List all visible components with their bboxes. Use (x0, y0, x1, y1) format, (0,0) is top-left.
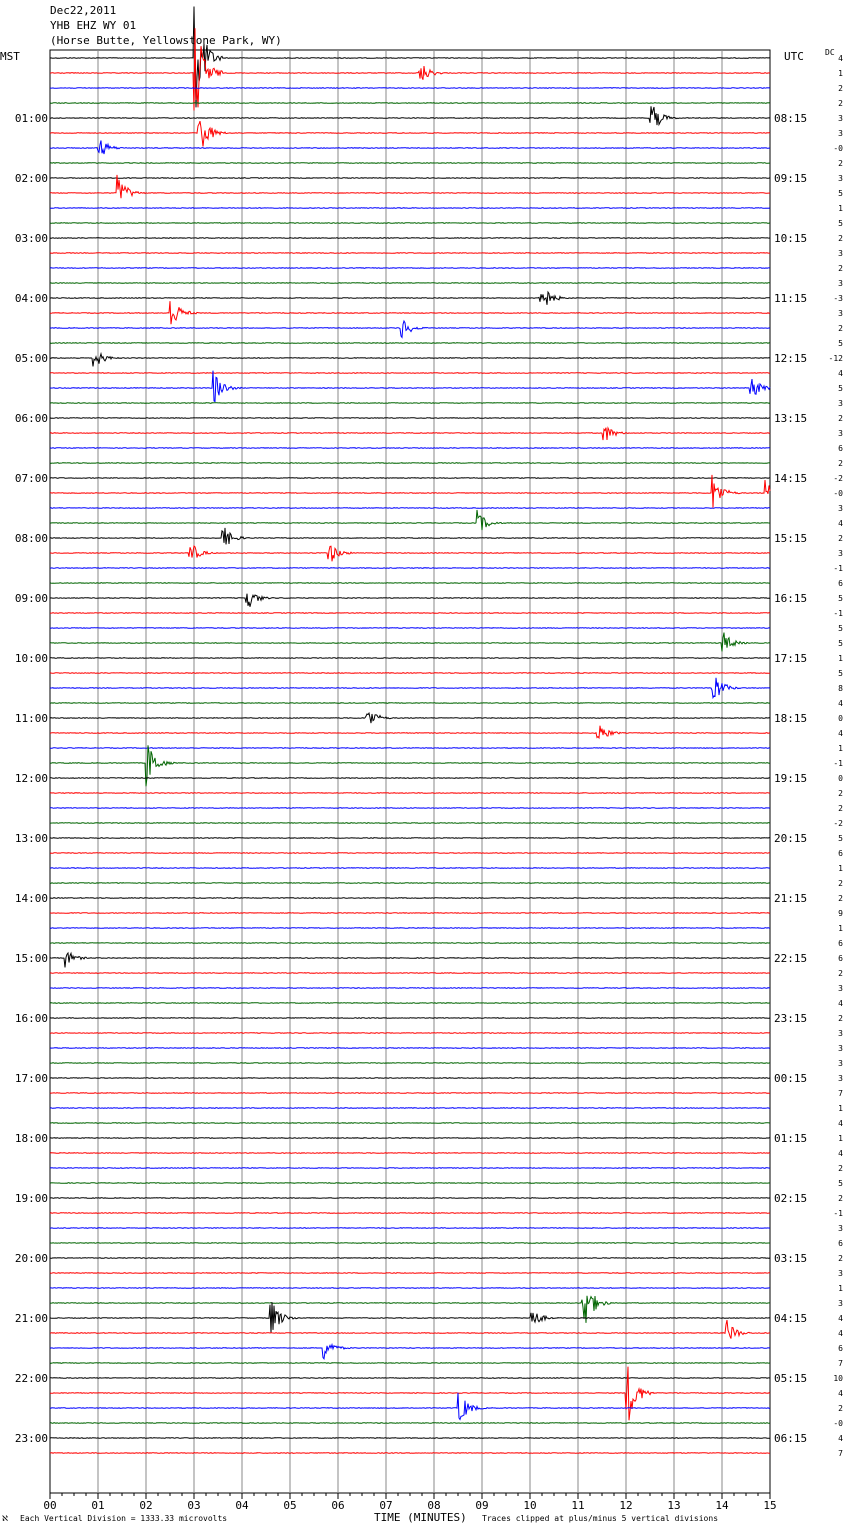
dc-offset-label: 3 (838, 549, 843, 558)
plot-frame (50, 50, 770, 1493)
trace-row (50, 478, 770, 479)
hour-label-right: 14:15 (774, 472, 808, 485)
trace-row (50, 1258, 770, 1259)
trace-row (50, 1183, 770, 1184)
dc-offset-label: 3 (838, 429, 843, 438)
x-tick-label: 07 (379, 1499, 393, 1512)
dc-offset-label: -0 (833, 1419, 843, 1428)
hour-label-left: 12:00 (14, 772, 48, 785)
trace-row (50, 321, 770, 337)
trace-row (50, 1108, 770, 1109)
trace-row (50, 141, 770, 155)
dc-offset-label: 2 (838, 969, 843, 978)
trace-row (50, 778, 770, 779)
trace-row (50, 301, 770, 324)
dc-column-label: DC (825, 48, 835, 57)
dc-offset-label: 3 (838, 1299, 843, 1308)
hour-label-left: 15:00 (14, 952, 48, 965)
trace-row (50, 1367, 770, 1421)
dc-offset-label: 2 (838, 324, 843, 333)
x-tick-label: 06 (331, 1499, 345, 1512)
trace-row (50, 223, 770, 224)
hour-label-right: 02:15 (774, 1192, 808, 1205)
hour-label-left: 10:00 (14, 652, 48, 665)
dc-offset-label: 3 (838, 1269, 843, 1278)
dc-offset-label: 0 (838, 774, 843, 783)
trace-row (50, 88, 770, 89)
dc-offset-label: 5 (838, 339, 843, 348)
trace-row (50, 1168, 770, 1169)
trace-row (50, 898, 770, 899)
trace-row (50, 1213, 770, 1214)
hour-label-right: 18:15 (774, 712, 808, 725)
trace-row (50, 748, 770, 749)
dc-offset-label: 1 (838, 69, 843, 78)
dc-offset-label: 7 (838, 1449, 843, 1458)
hour-label-right: 13:15 (774, 412, 808, 425)
trace-row (50, 1093, 770, 1094)
trace-row (50, 868, 770, 869)
dc-offset-label: 8 (838, 684, 843, 693)
dc-offset-label: 6 (838, 444, 843, 453)
dc-offset-label: -2 (833, 819, 843, 828)
trace-row (50, 508, 770, 509)
dc-offset-label: 10 (833, 1374, 843, 1383)
dc-offset-label: -2 (833, 474, 843, 483)
right-timezone-label: UTC (784, 50, 804, 63)
hour-label-right: 03:15 (774, 1252, 808, 1265)
trace-row (50, 1033, 770, 1034)
trace-row (50, 1003, 770, 1004)
hour-label-left: 06:00 (14, 412, 48, 425)
trace-row (50, 292, 770, 305)
dc-offset-label: 3 (838, 114, 843, 123)
trace-row (50, 953, 770, 967)
trace-row (50, 1063, 770, 1064)
x-tick-label: 08 (427, 1499, 441, 1512)
dc-offset-label: 1 (838, 1134, 843, 1143)
dc-offset-label: 1 (838, 654, 843, 663)
dc-offset-label: -1 (833, 609, 843, 618)
dc-offset-label: 5 (838, 669, 843, 678)
x-axis-title: TIME (MINUTES) (374, 1511, 467, 1524)
hour-label-right: 22:15 (774, 952, 808, 965)
dc-offset-label: 4 (838, 1434, 843, 1443)
trace-row (50, 808, 770, 809)
hour-label-right: 09:15 (774, 172, 808, 185)
trace-row (50, 253, 770, 254)
dc-offset-label: 4 (838, 1314, 843, 1323)
trace-row (50, 1153, 770, 1154)
trace-row (50, 1423, 770, 1424)
trace-row (50, 1273, 770, 1274)
trace-row (50, 403, 770, 404)
dc-offset-label: 2 (838, 894, 843, 903)
dc-offset-label: 2 (838, 1014, 843, 1023)
x-tick-label: 05 (283, 1499, 297, 1512)
hour-label-left: 21:00 (14, 1312, 48, 1325)
hour-label-right: 08:15 (774, 112, 808, 125)
trace-row (50, 208, 770, 209)
dc-offset-label: 3 (838, 309, 843, 318)
dc-offset-label: 1 (838, 744, 843, 753)
dc-offset-label: 5 (838, 624, 843, 633)
trace-row (50, 7, 770, 108)
dc-offset-label: 2 (838, 1254, 843, 1263)
trace-row (50, 178, 770, 179)
trace-row (50, 628, 770, 629)
trace-row (50, 703, 770, 704)
hour-label-left: 02:00 (14, 172, 48, 185)
dc-offset-label: 4 (838, 1329, 843, 1338)
dc-offset-label: -1 (833, 564, 843, 573)
dc-offset-label: -1 (833, 1209, 843, 1218)
trace-row (50, 1393, 770, 1420)
dc-offset-label: 3 (838, 504, 843, 513)
dc-offset-label: 5 (838, 639, 843, 648)
x-tick-label: 00 (43, 1499, 57, 1512)
trace-row (50, 463, 770, 464)
dc-offset-label: 3 (838, 1029, 843, 1038)
header-date: Dec22,2011 (50, 4, 117, 17)
trace-row (50, 633, 770, 652)
trace-row (50, 448, 770, 449)
dc-offset-label: -12 (828, 354, 843, 363)
trace-row (50, 1302, 770, 1333)
hour-label-left: 07:00 (14, 472, 48, 485)
trace-row (50, 373, 770, 374)
corner-mark: ℵ (2, 1514, 8, 1523)
trace-row (50, 678, 770, 698)
dc-offset-label: 5 (838, 189, 843, 198)
dc-offset-label: 2 (838, 234, 843, 243)
trace-row (50, 1243, 770, 1244)
dc-offset-label: 4 (838, 729, 843, 738)
trace-row (50, 343, 770, 344)
hour-label-left: 11:00 (14, 712, 48, 725)
trace-row (50, 1018, 770, 1019)
dc-offset-label: 7 (838, 1089, 843, 1098)
header-station: YHB EHZ WY 01 (50, 19, 137, 32)
trace-row (50, 988, 770, 989)
trace-row (50, 1078, 770, 1079)
trace-row (50, 853, 770, 854)
dc-offset-label: 6 (838, 939, 843, 948)
dc-offset-label: 2 (838, 99, 843, 108)
hour-label-left: 16:00 (14, 1012, 48, 1025)
hour-label-left: 03:00 (14, 232, 48, 245)
hour-label-right: 11:15 (774, 292, 808, 305)
hour-label-right: 19:15 (774, 772, 808, 785)
trace-row (50, 1138, 770, 1139)
dc-offset-label: 6 (838, 1239, 843, 1248)
trace-row (50, 510, 770, 530)
trace-row (50, 726, 770, 738)
left-timezone-label: MST (0, 50, 20, 63)
dc-offset-label: 4 (838, 699, 843, 708)
dc-offset-label: 2 (838, 84, 843, 93)
hour-label-right: 05:15 (774, 1372, 808, 1385)
hour-label-left: 23:00 (14, 1432, 48, 1445)
dc-offset-label: 2 (838, 414, 843, 423)
dc-offset-label: -0 (833, 489, 843, 498)
x-tick-label: 11 (571, 1499, 585, 1512)
x-tick-label: 09 (475, 1499, 489, 1512)
dc-offset-label: 3 (838, 1224, 843, 1233)
dc-offset-label: 4 (838, 999, 843, 1008)
x-tick-label: 14 (715, 1499, 729, 1512)
trace-row (50, 973, 770, 974)
dc-offset-label: 3 (838, 1059, 843, 1068)
trace-row (50, 418, 770, 419)
trace-row (50, 745, 770, 786)
hour-label-left: 22:00 (14, 1372, 48, 1385)
dc-offset-label: -0 (833, 144, 843, 153)
dc-offset-label: 4 (838, 369, 843, 378)
trace-row (50, 913, 770, 914)
x-tick-label: 01 (91, 1499, 105, 1512)
dc-offset-label: 5 (838, 834, 843, 843)
dc-offset-label: 6 (838, 579, 843, 588)
dc-offset-label: 2 (838, 789, 843, 798)
hour-label-left: 17:00 (14, 1072, 48, 1085)
trace-row (50, 428, 770, 440)
dc-offset-label: 5 (838, 594, 843, 603)
clip-note: Traces clipped at plus/minus 5 vertical divisions (482, 1514, 719, 1523)
trace-row (50, 943, 770, 944)
trace-row (50, 568, 770, 569)
hour-label-right: 00:15 (774, 1072, 808, 1085)
x-tick-label: 02 (139, 1499, 153, 1512)
dc-offset-label: -3 (833, 294, 843, 303)
hour-label-right: 23:15 (774, 1012, 808, 1025)
trace-row (50, 1228, 770, 1229)
trace-row (50, 713, 770, 723)
x-tick-label: 10 (523, 1499, 537, 1512)
trace-row (50, 106, 770, 125)
hour-label-right: 21:15 (774, 892, 808, 905)
dc-offset-label: 2 (838, 459, 843, 468)
dc-offset-label: 7 (838, 1359, 843, 1368)
trace-row (50, 1288, 770, 1289)
trace-row (50, 928, 770, 929)
scale-note: Each Vertical Division = 1333.33 microvolts (20, 1514, 228, 1523)
dc-offset-label: 6 (838, 954, 843, 963)
x-tick-label: 13 (667, 1499, 681, 1512)
hour-label-left: 20:00 (14, 1252, 48, 1265)
hour-label-right: 16:15 (774, 592, 808, 605)
trace-row (50, 121, 770, 146)
dc-offset-label: 3 (838, 129, 843, 138)
trace-row (50, 1345, 770, 1359)
trace-row (50, 613, 770, 614)
trace-row (50, 1363, 770, 1364)
trace-row (50, 1438, 770, 1439)
dc-offset-label: 3 (838, 174, 843, 183)
dc-offset-label: 4 (838, 1389, 843, 1398)
hour-label-right: 17:15 (774, 652, 808, 665)
dc-offset-label: -1 (833, 759, 843, 768)
trace-row (50, 268, 770, 269)
hour-label-left: 01:00 (14, 112, 48, 125)
dc-offset-label: 2 (838, 1404, 843, 1413)
hour-label-left: 04:00 (14, 292, 48, 305)
x-tick-label: 15 (763, 1499, 777, 1512)
trace-row (50, 594, 770, 607)
trace-row (50, 163, 770, 164)
dc-offset-label: 1 (838, 204, 843, 213)
dc-offset-label: 3 (838, 1074, 843, 1083)
hour-label-left: 13:00 (14, 832, 48, 845)
hour-label-right: 01:15 (774, 1132, 808, 1145)
dc-offset-label: 2 (838, 804, 843, 813)
hour-label-left: 14:00 (14, 892, 48, 905)
hour-label-left: 18:00 (14, 1132, 48, 1145)
dc-offset-label: 4 (838, 1149, 843, 1158)
dc-offset-label: 1 (838, 864, 843, 873)
hour-label-right: 04:15 (774, 1312, 808, 1325)
hour-label-left: 05:00 (14, 352, 48, 365)
dc-offset-label: 4 (838, 519, 843, 528)
dc-offset-label: 1 (838, 1104, 843, 1113)
trace-row (50, 371, 770, 402)
hour-label-left: 08:00 (14, 532, 48, 545)
dc-offset-label: 3 (838, 399, 843, 408)
trace-row (50, 823, 770, 824)
x-tick-label: 04 (235, 1499, 249, 1512)
dc-offset-label: 1 (838, 1284, 843, 1293)
dc-offset-label: 2 (838, 159, 843, 168)
trace-row (50, 1378, 770, 1379)
dc-offset-label: 3 (838, 984, 843, 993)
trace-row (50, 673, 770, 674)
hour-label-right: 10:15 (774, 232, 808, 245)
trace-row (50, 838, 770, 839)
dc-offset-label: 2 (838, 264, 843, 273)
dc-offset-label: 2 (838, 534, 843, 543)
dc-offset-label: 5 (838, 384, 843, 393)
trace-row (50, 583, 770, 584)
trace-row (50, 1296, 770, 1323)
hour-label-left: 19:00 (14, 1192, 48, 1205)
hour-label-right: 12:15 (774, 352, 808, 365)
trace-row (50, 793, 770, 794)
hour-label-right: 06:15 (774, 1432, 808, 1445)
dc-offset-label: 0 (838, 714, 843, 723)
dc-offset-label: 2 (838, 879, 843, 888)
trace-row (50, 528, 770, 545)
trace-row (50, 658, 770, 659)
trace-row (50, 1453, 770, 1454)
dc-offset-label: 4 (838, 1119, 843, 1128)
trace-row (50, 1320, 770, 1339)
trace-row (50, 103, 770, 104)
dc-offset-label: 3 (838, 249, 843, 258)
trace-row (50, 883, 770, 884)
trace-row (50, 546, 770, 561)
trace-row (50, 28, 770, 110)
trace-row (50, 283, 770, 284)
trace-row (50, 1123, 770, 1124)
trace-row (50, 1048, 770, 1049)
trace-row (50, 354, 770, 367)
x-tick-label: 03 (187, 1499, 201, 1512)
dc-offset-label: 3 (838, 279, 843, 288)
dc-offset-label: 6 (838, 1344, 843, 1353)
dc-offset-label: 1 (838, 924, 843, 933)
header-location: (Horse Butte, Yellowstone Park, WY) (50, 34, 282, 47)
hour-label-right: 20:15 (774, 832, 808, 845)
dc-offset-label: 9 (838, 909, 843, 918)
dc-offset-label: 2 (838, 1194, 843, 1203)
hour-label-left: 09:00 (14, 592, 48, 605)
dc-offset-label: 3 (838, 1044, 843, 1053)
dc-offset-label: 2 (838, 1164, 843, 1173)
x-tick-label: 12 (619, 1499, 633, 1512)
hour-label-right: 15:15 (774, 532, 808, 545)
dc-offset-label: 4 (838, 54, 843, 63)
dc-offset-label: 5 (838, 1179, 843, 1188)
trace-row (50, 238, 770, 239)
trace-row (50, 475, 770, 508)
dc-offset-label: 5 (838, 219, 843, 228)
trace-row (50, 1198, 770, 1199)
dc-offset-label: 6 (838, 849, 843, 858)
